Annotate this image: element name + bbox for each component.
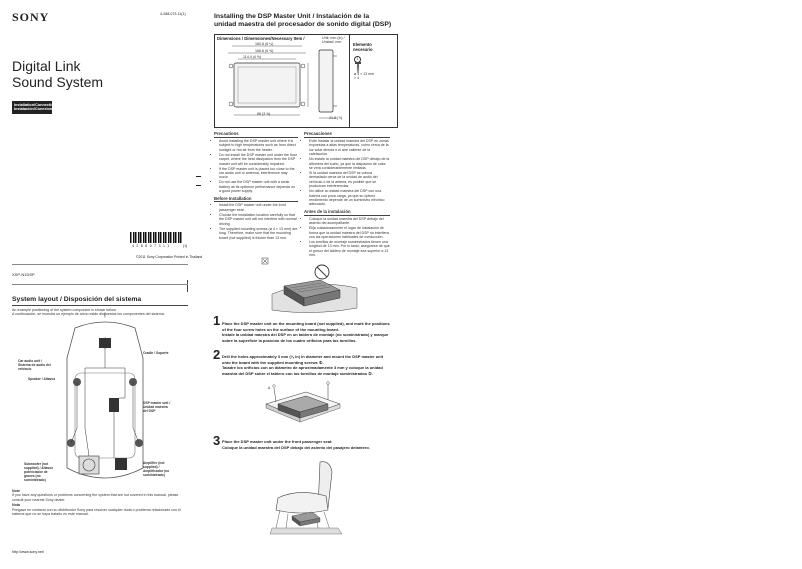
- before-install-es-list: [304, 217, 390, 258]
- badge-line1: Installation/Connections: [14, 102, 59, 107]
- seat-illustration: [268, 458, 348, 538]
- before-item: • Choose the installation location carefully so that the DSP master unit will not interfere with normal driving.: [219, 213, 298, 226]
- fold-mark: [196, 176, 201, 177]
- before-install-en-list: [214, 203, 298, 239]
- unit-en: Unit: mm (in) /: [322, 36, 345, 40]
- precautions-en: [214, 132, 298, 241]
- step-1-number: 1: [213, 313, 221, 328]
- badge-line2: Instalación/Conexiones: [14, 107, 57, 112]
- before-item: • Install the DSP master unit under the front passenger seat.: [219, 203, 298, 212]
- step-3-es: Coloque la unidad maestra del DSP debajo del asiento del pasajero delantero.: [222, 444, 370, 450]
- step-2-number: 2: [213, 347, 221, 362]
- sony-url: http://www.sony.net/: [12, 550, 44, 554]
- brand-logo: SONY: [12, 10, 50, 24]
- install-badge: [12, 101, 59, 114]
- intro-es: A continuación, se muestra un ejemplo de cómo están dispuestos los componentes del sistema.: [12, 312, 165, 317]
- unit-label: [322, 36, 348, 45]
- dsp-side-view-drawing: [315, 46, 345, 122]
- barcode-caption: 4 2 8 8 0 7 3 1 1: [132, 244, 171, 248]
- label-speaker: Speaker / Altavoz: [28, 377, 56, 381]
- before-item: • Coloque la unidad maestra del DSP debajo del asiento del acompañante.: [309, 217, 390, 226]
- precaution-item: • Do not use the DSP master unit with a weak battery as its optimum performance depends on a good power supply.: [219, 180, 298, 193]
- step-3-number: 3: [213, 433, 221, 448]
- step-2-en: Drill the holes approximately 3 mm (⅛ in) in diameter and mount the DSP master unit onto the board with the supplied mounting screws ①.: [222, 354, 384, 365]
- precautions-es-title: Precauciones: [304, 132, 390, 138]
- label-subwoofer: Subwoofer (not supplied) / Altavoz potenciador de graves (no suministrado): [24, 462, 54, 482]
- before-install-en-title: Before Installation: [214, 197, 298, 203]
- item-spec-2: × 4: [354, 76, 360, 81]
- precautions-en-list: [214, 139, 298, 194]
- precaution-item: • If the DSP master unit is placed too close to the car audio unit or antenna, interference may occur.: [219, 167, 298, 180]
- label-car-audio: Car audio unit / Sistema de audio del vehículo: [18, 359, 51, 371]
- precaution-item: • No utilice la unidad maestra del DSP con una batería con poca carga, ya que su óptimo rendimiento depende de un suministro eléctrico adecuado.: [309, 189, 390, 207]
- model-number: XSP-N1DSP: [12, 272, 35, 277]
- install-heading-line2: unidad maestra del procesador de sonido digital (DSP): [214, 21, 392, 28]
- item-title-2: necesario: [353, 47, 373, 52]
- precaution-item: • Si la unidad maestra del DSP se coloca demasiado cerca de la unidad de audio del vehículo o de la antena, es posible que se produzcan interferencias.: [309, 171, 390, 189]
- fold-mark: [196, 185, 201, 186]
- precautions-es-list: [304, 139, 390, 207]
- note-en-title: Note: [12, 489, 20, 493]
- dim-depth: 21.8 (⅞): [329, 116, 343, 120]
- divider: [12, 284, 188, 285]
- before-item: • The supplied mounting screws (ø 4 × 13 mm) are long. Therefore, make sure that the mounting board (not supplied) is thicker than 13 mm.: [219, 227, 298, 240]
- before-install-es-title: Antes de la instalación: [304, 210, 390, 216]
- intro-en: An example positioning of the system component is shown below.: [12, 308, 117, 312]
- item-divider: [349, 34, 350, 128]
- before-item: • Elija cuidadosamente el lugar de instalación de forma que la unidad maestra del DSP no interfiera con las operaciones habituales de conducción.: [309, 226, 390, 239]
- system-layout-intro: [12, 308, 188, 317]
- label-cradle: Cradle / Soporte: [143, 351, 169, 355]
- note-es-title: Nota: [12, 503, 20, 508]
- step-3-en: Place the DSP master unit under the front passenger seat.: [222, 439, 333, 444]
- step-1-en: Place the DSP master unit on the mounting board (not supplied), and mark the positions of the four screw holes on the surface of the mounting board.: [222, 321, 390, 332]
- product-title-line1: Digital Link: [12, 58, 81, 74]
- divider: [12, 264, 188, 265]
- step-1-text: [222, 321, 392, 343]
- item-title-1: Elemento: [353, 42, 372, 47]
- step-2-es: Taladre los orificios con un diámetro de aproximadamente 3 mm y coloque la unidad maestra del DSP sobre el tablero con los tornillos de montaje suministrados ①.: [222, 365, 383, 376]
- unit-es: Unidad: mm: [322, 40, 342, 45]
- notes: [12, 489, 188, 516]
- item-spec-1: ø 4 × 13 mm: [354, 72, 375, 76]
- barcode-suffix: (1): [183, 244, 188, 248]
- carpet-prohibited-illustration: [262, 258, 362, 318]
- item-number: 1: [354, 56, 361, 63]
- precautions-en-title: Precautions: [214, 132, 298, 138]
- barcode: [130, 232, 182, 243]
- precaution-item: • Evite instalar la unidad maestra del DSP en zonas expuestas a altas temperaturas, como cerca de la luz solar directa o el aire caliente de la calefacción.: [309, 139, 390, 157]
- doc-code: 4-288-073-11(1): [160, 12, 186, 16]
- precaution-item: • Do not install the DSP master unit under the floor carpet, where the heat dissipation from the DSP master unit will be considerably impaired.: [219, 153, 298, 166]
- precaution-item: • No instale la unidad maestra del DSP debajo de la alfombra del suelo, ya que la disipación de calor se verá considerablemente limitada.: [309, 157, 390, 170]
- before-item: • Los tornillos de montaje suministrados tienen una longitud de 13 mm. Por lo tanto, asegúrese de que el grosor del tablero de montaje sea superior a 13 mm.: [309, 240, 390, 258]
- mounting-illustration: [262, 382, 342, 430]
- item-spec: [354, 72, 374, 81]
- step-3-text: [222, 439, 392, 450]
- dsp-top-view-drawing: [222, 42, 312, 122]
- system-layout-heading: System layout / Disposición del sistema: [12, 296, 142, 303]
- dim-width-2: 166.6 (6 ⅝): [255, 49, 274, 53]
- precaution-item: • Avoid installing the DSP master unit where it is subject to high temperatures such as from direct sunlight or hot air from the heater.: [219, 139, 298, 152]
- necessary-item-title: [353, 42, 373, 52]
- note-en: If you have any questions or problems concerning the system that are not covered in this manual, please consult your nearest Sony dealer.: [12, 493, 179, 502]
- dim-width-1: 160.8 (6 ¼): [255, 42, 274, 46]
- install-heading-line1: Installing the DSP Master Unit / Instalación de la: [214, 13, 370, 20]
- note-es: Póngase en contacto con su distribuidor Sony para resolver cualquier duda o problema relacionado con el sistema que no se haya tratado en este manual.: [12, 507, 181, 517]
- product-title-line2: Sound System: [12, 74, 104, 90]
- divider: [187, 280, 188, 292]
- step-2-text: [222, 354, 392, 376]
- precautions-es: [304, 132, 390, 258]
- divider: [12, 305, 188, 306]
- label-dsp: DSP master unit / Unidad maestra del DSP: [143, 401, 171, 413]
- car-layout-diagram: [55, 318, 155, 488]
- install-heading: [214, 13, 391, 29]
- dim-width-3: 114.4 (4 ½): [243, 55, 262, 59]
- dimensions-title: Dimensions / Dimensiones/Necessary Item /: [217, 36, 305, 41]
- label-amplifier: Amplifier (not supplied) / Amplificador (no suministrado): [143, 461, 170, 477]
- copyright: ©2011 Sony Corporation Printed in Thailand: [136, 255, 203, 259]
- dim-height: 86 (3 ⅜): [257, 112, 271, 116]
- step-marker: A: [268, 386, 271, 390]
- step-1-es: Instale la unidad maestra del DSP en un tablero de montaje (no suministrado) y marque sobre la superficie la posición de los cuatro orificios para los tornillos.: [222, 332, 389, 343]
